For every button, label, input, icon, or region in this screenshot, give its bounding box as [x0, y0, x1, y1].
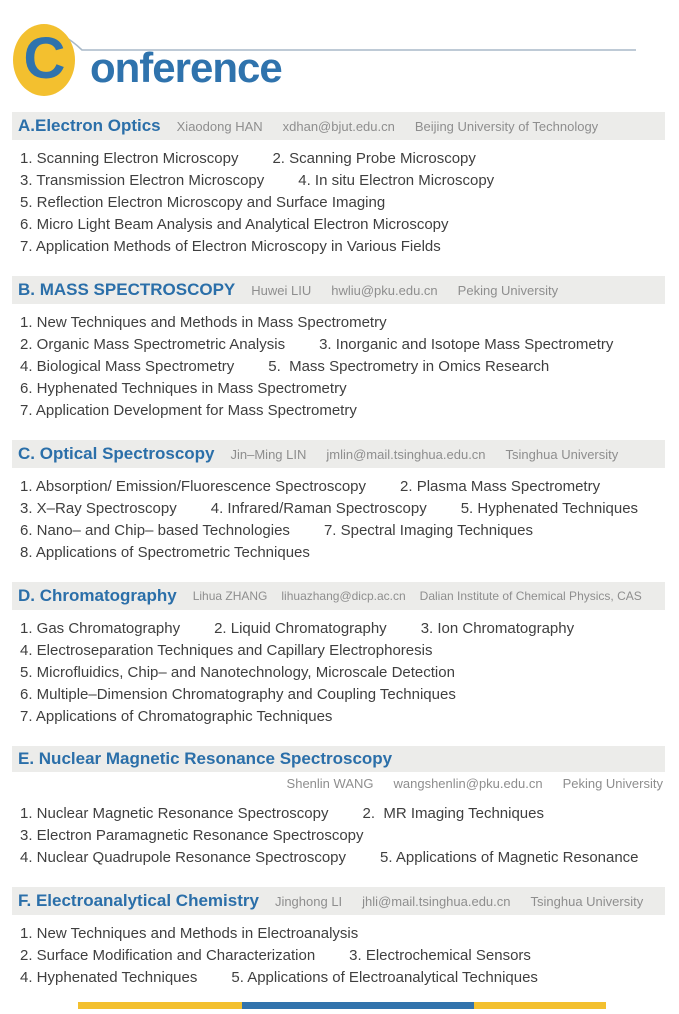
sections-container	[0, 112, 679, 989]
chair-email: hwliu@pku.edu.cn	[331, 282, 438, 298]
topic-row	[20, 945, 659, 967]
section-D	[0, 582, 679, 728]
section-title: E. Nuclear Magnetic Resonance Spectroscopy	[18, 749, 393, 768]
topic-item: 3. Ion Chromatography	[420, 620, 575, 637]
topic-item: 2. MR Imaging Techniques	[362, 805, 544, 822]
chair-affiliation: Tsinghua University	[530, 893, 644, 909]
topic-item: 1. New Techniques and Methods in Mass Spectrometry	[20, 314, 387, 331]
section-B	[0, 276, 679, 422]
topic-list	[20, 476, 659, 564]
footer-accent-bar	[78, 1002, 606, 1009]
topic-item: 2. Plasma Mass Spectrometry	[400, 478, 601, 495]
footer-accent-blue-segment	[242, 1002, 474, 1009]
topic-row	[20, 684, 659, 706]
topic-row	[20, 923, 659, 945]
topic-row	[20, 520, 659, 542]
chair-email: wangshenlin@pku.edu.cn	[393, 776, 543, 791]
topic-row	[20, 618, 659, 640]
topic-row	[20, 825, 659, 847]
section-A	[0, 112, 679, 258]
section-contact-row	[0, 776, 663, 795]
topic-row	[20, 542, 659, 564]
section-title: A.Electron Optics	[18, 116, 161, 135]
topic-item: 1. Gas Chromatography	[20, 620, 181, 637]
topic-list	[20, 618, 659, 728]
chair-name: Jin–Ming LIN	[230, 446, 307, 462]
topic-item: 4. Hyphenated Techniques	[20, 969, 198, 986]
chair-affiliation: Beijing University of Technology	[414, 118, 599, 134]
chair-name: Shenlin WANG	[286, 776, 374, 791]
chair-email: lihuazhang@dicp.ac.cn	[281, 589, 406, 603]
topic-list	[20, 148, 659, 258]
section-contact	[251, 283, 558, 298]
topic-row	[20, 662, 659, 684]
topic-item: 6. Micro Light Beam Analysis and Analytical Electron Microscopy	[20, 216, 449, 233]
conference-logo-header	[0, 0, 679, 112]
section-header-bar	[12, 746, 665, 772]
topic-item: 7. Application Development for Mass Spectrometry	[20, 402, 357, 419]
topic-list	[20, 803, 659, 869]
section-header-bar	[12, 276, 665, 304]
topic-item: 5. Mass Spectrometry in Omics Research	[268, 358, 550, 375]
topic-list	[20, 312, 659, 422]
topic-row	[20, 847, 659, 869]
topic-row	[20, 803, 659, 825]
chair-name: Huwei LIU	[251, 282, 312, 298]
topic-item: 5. Applications of Electroanalytical Techniques	[231, 969, 538, 986]
topic-item: 8. Applications of Spectrometric Techniques	[20, 544, 310, 561]
section-header-bar	[12, 440, 665, 468]
topic-row	[20, 148, 659, 170]
section-contact	[287, 776, 663, 795]
section-header-bar	[12, 582, 665, 610]
chair-name: Jinghong LI	[274, 893, 343, 909]
logo-c-badge	[13, 24, 75, 96]
topic-row	[20, 170, 659, 192]
topic-item: 2. Organic Mass Spectrometric Analysis	[20, 336, 286, 353]
topic-item: 4. Infrared/Raman Spectroscopy	[210, 500, 427, 517]
topic-row	[20, 214, 659, 236]
chair-affiliation: Dalian Institute of Chemical Physics, CAS	[419, 589, 642, 603]
section-title: B. MASS SPECTROSCOPY	[18, 280, 236, 299]
topic-row	[20, 192, 659, 214]
topic-item: 7. Application Methods of Electron Microscopy in Various Fields	[20, 238, 441, 255]
topic-item: 5. Applications of Magnetic Resonance	[380, 849, 639, 866]
section-F	[0, 887, 679, 989]
topic-row	[20, 312, 659, 334]
topic-item: 6. Nano– and Chip– based Technologies	[20, 522, 290, 539]
topic-list	[20, 923, 659, 989]
logo-wordmark: onference	[90, 44, 282, 91]
section-header-bar	[12, 887, 665, 915]
topic-item: 6. Multiple–Dimension Chromatography and Coupling Techniques	[20, 686, 456, 703]
chair-affiliation: Tsinghua University	[505, 446, 619, 462]
topic-row	[20, 706, 659, 728]
topic-item: 2. Scanning Probe Microscopy	[272, 150, 476, 167]
topic-item: 5. Microfluidics, Chip– and Nanotechnology, Microscale Detection	[20, 664, 455, 681]
topic-item: 2. Surface Modification and Characterization	[20, 947, 316, 964]
topic-item: 1. Absorption/ Emission/Fluorescence Spectroscopy	[20, 478, 367, 495]
topic-row	[20, 967, 659, 989]
chair-name: Xiaodong HAN	[176, 118, 263, 134]
section-contact	[231, 447, 619, 462]
section-title: C. Optical Spectroscopy	[18, 444, 215, 463]
topic-row	[20, 334, 659, 356]
topic-item: 1. Scanning Electron Microscopy	[20, 150, 239, 167]
topic-item: 3. X–Ray Spectroscopy	[20, 500, 177, 517]
topic-item: 6. Hyphenated Techniques in Mass Spectrometry	[20, 380, 347, 397]
topic-item: 7. Applications of Chromatographic Techniques	[20, 708, 333, 725]
section-contact	[193, 589, 642, 603]
topic-item: 2. Liquid Chromatography	[214, 620, 387, 637]
topic-item: 4. Nuclear Quadrupole Resonance Spectroscopy	[20, 849, 347, 866]
topic-row	[20, 640, 659, 662]
topic-item: 4. Biological Mass Spectrometry	[20, 358, 235, 375]
chair-email: xdhan@bjut.edu.cn	[282, 118, 395, 134]
topic-row	[20, 498, 659, 520]
section-C	[0, 440, 679, 564]
section-header-bar	[12, 112, 665, 140]
topic-item: 3. Inorganic and Isotope Mass Spectrometry	[319, 336, 614, 353]
section-title: D. Chromatography	[18, 586, 177, 605]
section-E	[0, 746, 679, 869]
topic-item: 5. Reflection Electron Microscopy and Surface Imaging	[20, 194, 386, 211]
chair-email: jhli@mail.tsinghua.edu.cn	[362, 893, 511, 909]
topic-item: 7. Spectral Imaging Techniques	[323, 522, 533, 539]
section-title: F. Electroanalytical Chemistry	[18, 891, 259, 910]
topic-item: 3. Transmission Electron Microscopy	[20, 172, 265, 189]
topic-item: 3. Electron Paramagnetic Resonance Spectroscopy	[20, 827, 364, 844]
topic-item: 1. New Techniques and Methods in Electroanalysis	[20, 925, 359, 942]
chair-email: jmlin@mail.tsinghua.edu.cn	[326, 446, 486, 462]
topic-item: 1. Nuclear Magnetic Resonance Spectroscopy	[20, 805, 329, 822]
topic-item: 4. Electroseparation Techniques and Capillary Electrophoresis	[20, 642, 433, 659]
topic-row	[20, 236, 659, 258]
chair-name: Lihua ZHANG	[192, 589, 268, 603]
topic-item: 3. Electrochemical Sensors	[349, 947, 531, 964]
topic-row	[20, 356, 659, 378]
topic-row	[20, 476, 659, 498]
topic-row	[20, 378, 659, 400]
section-contact	[275, 894, 643, 909]
topic-row	[20, 400, 659, 422]
logo-initial-letter: C	[23, 26, 65, 91]
chair-affiliation: Peking University	[457, 282, 559, 298]
topic-item: 5. Hyphenated Techniques	[460, 500, 639, 517]
section-contact	[177, 119, 599, 134]
chair-affiliation: Peking University	[562, 776, 663, 791]
topic-item: 4. In situ Electron Microscopy	[298, 172, 495, 189]
